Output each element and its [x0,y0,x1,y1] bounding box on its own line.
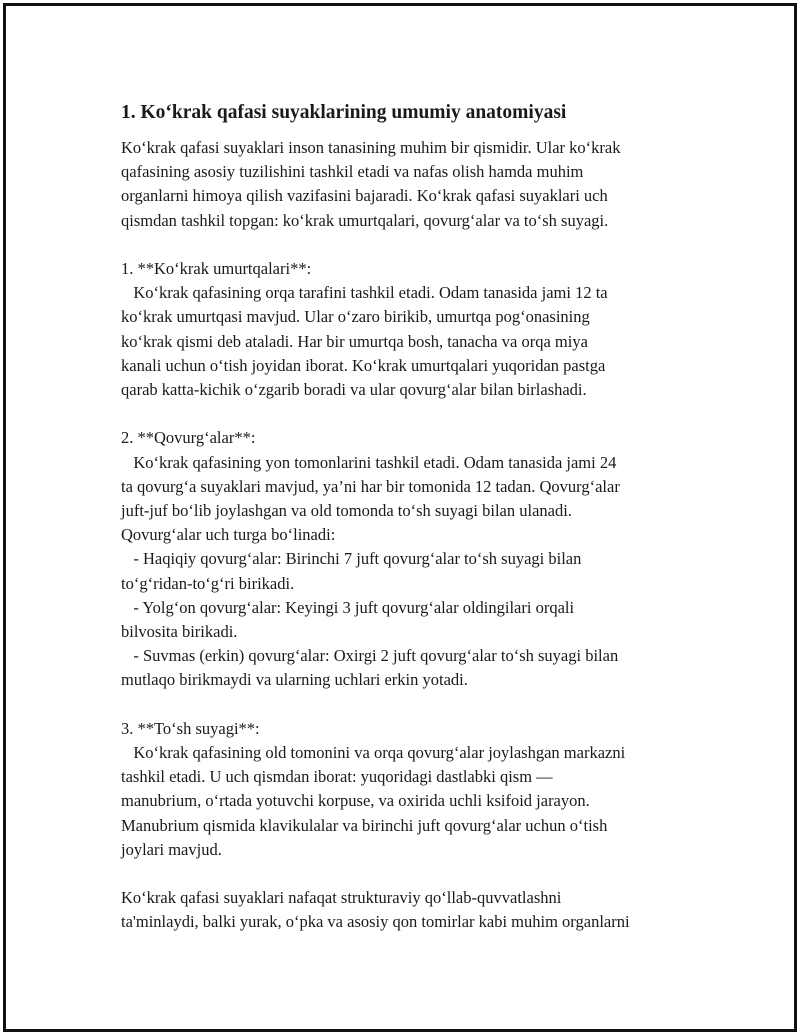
paragraph-gap [121,233,701,257]
text-line: juft-juf bo‘lib joylashgan va old tomonda to‘sh suyagi bilan ulanadi. [121,501,572,521]
text-line: qismdan tashkil topgan: ko‘krak umurtqalari, qovurg‘alar va to‘sh suyagi. [121,210,609,230]
text-line: Ko‘krak qafasining yon tomonlarini tashkil etadi. Odam tanasida jami 24 [121,452,617,472]
page-frame [3,3,797,1032]
document-body [121,100,701,935]
list-item: - Yolg‘on qovurg‘alar: Keyingi 3 juft qovurg‘alar oldingilari orqali [121,597,575,617]
text-line: qafasining asosiy tuzilishini tashkil etadi va nafas olish hamda muhim [121,162,584,182]
section-sternum [121,717,701,862]
text-line: ta qovurg‘a suyaklari mavjud, ya’ni har bir tomonida 12 tadan. Qovurg‘alar [121,476,620,496]
text-line: Ko‘krak qafasining old tomonini va orqa qovurg‘alar joylashgan markazni [121,743,626,763]
document-title: 1. Ko‘krak qafasi suyaklarining umumiy anatomiyasi [121,102,567,123]
text-line: ko‘krak qismi deb ataladi. Har bir umurtqa bosh, tanacha va orqa miya [121,331,588,351]
text-line: bilvosita birikadi. [121,622,238,642]
text-line: Ko‘krak qafasi suyaklari nafaqat strukturaviy qo‘llab-quvvatlashni [121,888,562,908]
text-line: joylari mavjud. [121,839,222,859]
section-vertebrae [121,257,701,402]
text-line: tashkil etadi. U uch qismdan iborat: yuqoridagi dastlabki qism — [121,767,553,787]
text-line: to‘g‘ridan-to‘g‘ri birikadi. [121,573,295,593]
section-heading: 3. **To‘sh suyagi**: [121,718,260,738]
paragraph-gap [121,402,701,426]
paragraph-gap [121,693,701,717]
section-heading: 2. **Qovurg‘alar**: [121,428,256,448]
intro-paragraph [121,136,701,233]
text-line: Ko‘krak qafasining orqa tarafini tashkil etadi. Odam tanasida jami 12 ta [121,283,608,303]
text-line: organlarni himoya qilish vazifasini bajaradi. Ko‘krak qafasi suyaklari uch [121,186,608,206]
text-line: qarab katta-kichik o‘zgarib boradi va ular qovurg‘alar bilan birlashadi. [121,380,587,400]
paragraph-gap [121,862,701,886]
list-item: - Haqiqiy qovurg‘alar: Birinchi 7 juft qovurg‘alar to‘sh suyagi bilan [121,549,582,569]
list-item: - Suvmas (erkin) qovurg‘alar: Oxirgi 2 juft qovurg‘alar to‘sh suyagi bilan [121,646,619,666]
section-heading: 1. **Ko‘krak umurtqalari**: [121,259,312,278]
text-line: mutlaqo birikmaydi va ularning uchlari erkin yotadi. [121,670,468,690]
text-line: ta'minlaydi, balki yurak, o‘pka va asosiy qon tomirlar kabi muhim organlarni [121,912,630,932]
text-line: ko‘krak umurtqasi mavjud. Ular o‘zaro birikib, umurtqa pog‘onasining [121,307,590,327]
text-line: kanali uchun o‘tish joyidan iborat. Ko‘krak umurtqalari yuqoridan pastga [121,355,606,375]
closing-paragraph [121,886,701,934]
text-line: manubrium, o‘rtada yotuvchi korpuse, va oxirida uchli ksifoid jarayon. [121,791,590,811]
text-line: Qovurg‘alar uch turga bo‘linadi: [121,525,336,545]
text-line: Ko‘krak qafasi suyaklari inson tanasining muhim bir qismidir. Ular ko‘krak [121,138,621,157]
section-ribs [121,426,701,692]
text-line: Manubrium qismida klavikulalar va birinchi juft qovurg‘alar uchun o‘tish [121,815,608,835]
